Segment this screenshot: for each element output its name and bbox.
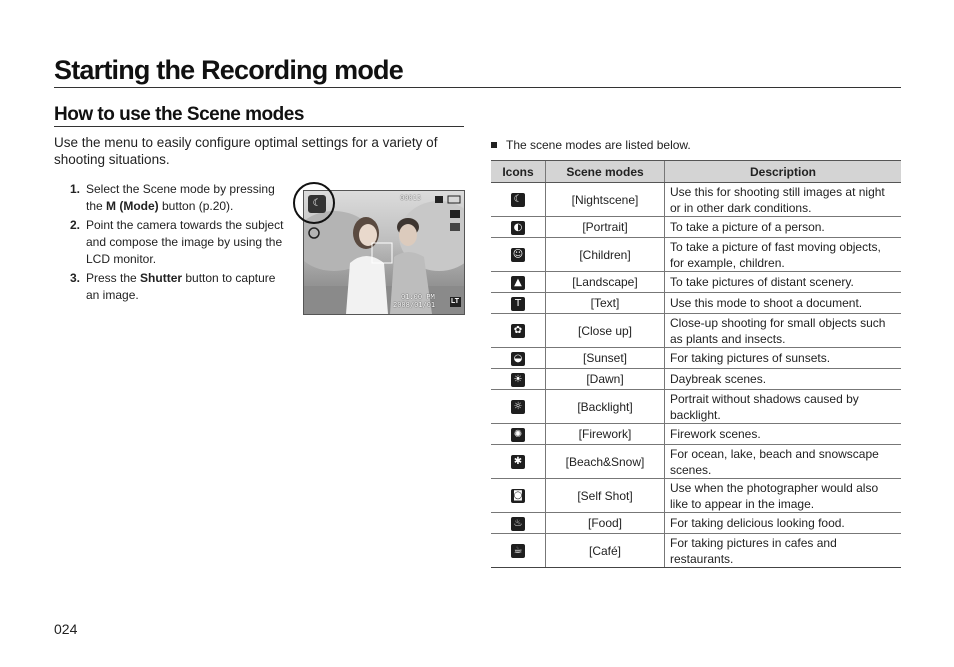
- table-note: [491, 138, 691, 152]
- description-cell: Portrait without shadows caused by backlight.: [665, 390, 902, 424]
- table-row: [491, 445, 901, 479]
- table-note-text: The scene modes are listed below.: [506, 138, 691, 152]
- table-row: [491, 369, 901, 390]
- step-text: Select the Scene mode by pressing the: [86, 182, 275, 213]
- lcd-shot-count: 00015: [400, 194, 422, 202]
- table-row: [491, 390, 901, 424]
- dawn-icon: ☀: [511, 373, 525, 387]
- lcd-date: 2008/01/01: [393, 301, 436, 309]
- scene-mode-cell: [Dawn]: [546, 369, 665, 390]
- step-number: 3.: [70, 271, 81, 285]
- header-scene-modes: Scene modes: [546, 161, 665, 183]
- icon-cell: [491, 217, 546, 238]
- description-cell: To take a picture of fast moving objects, for example, children.: [665, 238, 902, 272]
- icon-cell: [491, 513, 546, 534]
- description-cell: To take a picture of a person.: [665, 217, 902, 238]
- step-number: 2.: [70, 218, 81, 232]
- description-cell: Use this mode to shoot a document.: [665, 293, 902, 314]
- description-cell: Daybreak scenes.: [665, 369, 902, 390]
- icon-cell: [491, 348, 546, 369]
- table-row: [491, 238, 901, 272]
- description-cell: Close-up shooting for small objects such as plants and insects.: [665, 314, 902, 348]
- step-item: [60, 181, 292, 215]
- scene-mode-cell: [Nightscene]: [546, 183, 665, 217]
- steps-list: [60, 181, 292, 306]
- food-icon: ♨: [511, 517, 525, 531]
- step-text: Point the camera towards the subject and compose the image by using the LCD monitor.: [86, 218, 284, 266]
- icon-cell: [491, 445, 546, 479]
- icon-cell: [491, 424, 546, 445]
- step-text: button (p.20).: [158, 199, 234, 213]
- icon-cell: [491, 390, 546, 424]
- mode-icon-highlight: [293, 182, 335, 224]
- section-title: How to use the Scene modes: [54, 104, 304, 125]
- page-number: 024: [54, 621, 78, 637]
- backlight-icon: ☼: [511, 400, 525, 414]
- section-divider: [54, 126, 464, 127]
- lcd-badge: LT: [451, 298, 460, 305]
- self-shot-icon: ◙: [511, 489, 525, 503]
- scene-mode-cell: [Close up]: [546, 314, 665, 348]
- icon-cell: [491, 183, 546, 217]
- sunset-icon: ◒: [511, 352, 525, 366]
- intro-text: Use the menu to easily configure optimal settings for a variety of shooting situations.: [54, 135, 438, 167]
- step-number: 1.: [70, 182, 81, 196]
- icon-cell: [491, 369, 546, 390]
- table-row: [491, 479, 901, 513]
- icon-cell: [491, 238, 546, 272]
- table-row: [491, 293, 901, 314]
- text-icon: T: [511, 297, 525, 311]
- page-title: Starting the Recording mode: [54, 55, 403, 85]
- table-row: [491, 183, 901, 217]
- step-item: [60, 270, 292, 304]
- table-row: [491, 513, 901, 534]
- cafe-icon: ☕: [511, 544, 525, 558]
- lcd-time: 01:00 PM: [401, 293, 435, 301]
- scene-mode-cell: [Firework]: [546, 424, 665, 445]
- description-cell: Use when the photographer would also like to appear in the image.: [665, 479, 902, 513]
- nightscene-icon: ☾: [308, 195, 326, 213]
- step-bold: M (Mode): [106, 199, 159, 213]
- close-up-icon: ✿: [511, 324, 525, 338]
- step-text: Press the: [86, 271, 141, 285]
- icon-cell: [491, 272, 546, 293]
- step-bold: Shutter: [140, 271, 183, 285]
- description-cell: For taking pictures in cafes and restaurants.: [665, 534, 902, 568]
- header-description: Description: [665, 161, 902, 183]
- table-row: [491, 314, 901, 348]
- table-row: [491, 217, 901, 238]
- table-row: [491, 348, 901, 369]
- table-row: [491, 424, 901, 445]
- icon-cell: [491, 479, 546, 513]
- table-row: [491, 272, 901, 293]
- scene-mode-cell: [Food]: [546, 513, 665, 534]
- nightscene-icon: ☾: [511, 193, 525, 207]
- icon-cell: [491, 293, 546, 314]
- step-text: button to capture an image.: [86, 271, 276, 302]
- scene-mode-cell: [Children]: [546, 238, 665, 272]
- scene-mode-cell: [Text]: [546, 293, 665, 314]
- scene-mode-cell: [Landscape]: [546, 272, 665, 293]
- portrait-icon: ◐: [511, 221, 525, 235]
- description-cell: For taking delicious looking food.: [665, 513, 902, 534]
- icon-cell: [491, 534, 546, 568]
- title-divider: [54, 87, 901, 88]
- step-item: [60, 217, 292, 268]
- table-header-row: [491, 161, 901, 183]
- description-cell: Firework scenes.: [665, 424, 902, 445]
- scene-mode-cell: [Sunset]: [546, 348, 665, 369]
- scene-mode-cell: [Self Shot]: [546, 479, 665, 513]
- description-cell: For taking pictures of sunsets.: [665, 348, 902, 369]
- children-icon: ☺: [512, 249, 524, 261]
- scene-mode-cell: [Backlight]: [546, 390, 665, 424]
- icon-cell: [491, 314, 546, 348]
- scene-mode-cell: [Portrait]: [546, 217, 665, 238]
- bullet-square-icon: [491, 142, 497, 148]
- description-cell: For ocean, lake, beach and snowscape scenes.: [665, 445, 902, 479]
- scene-modes-table: [491, 160, 901, 568]
- scene-mode-cell: [Beach&Snow]: [546, 445, 665, 479]
- beach-snow-icon: ✱: [511, 455, 525, 469]
- firework-icon: ✺: [511, 428, 525, 442]
- description-cell: Use this for shooting still images at night or in other dark conditions.: [665, 183, 902, 217]
- table-row: [491, 534, 901, 568]
- scene-mode-cell: [Café]: [546, 534, 665, 568]
- description-cell: To take pictures of distant scenery.: [665, 272, 902, 293]
- header-icons: Icons: [491, 161, 546, 183]
- landscape-icon: ▲: [511, 276, 525, 290]
